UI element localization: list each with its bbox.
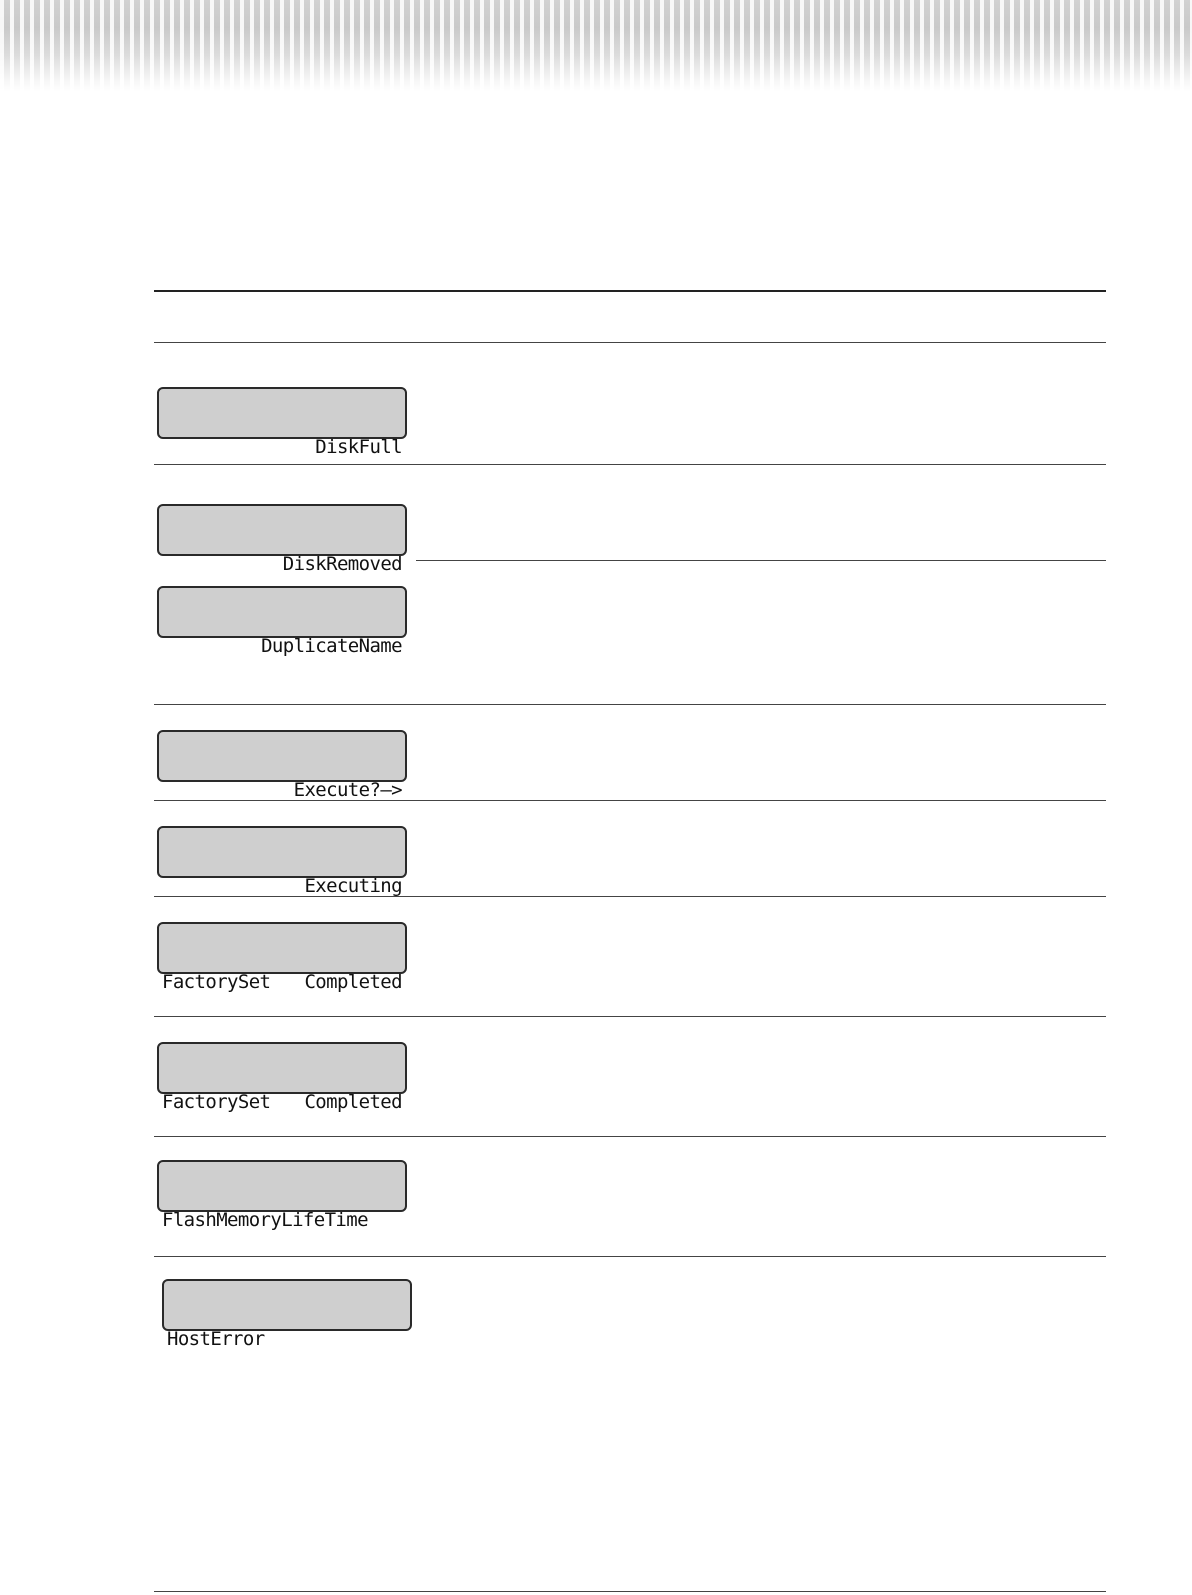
lcd-display-factoryset-excluded — [157, 922, 407, 993]
lcd-line-1: DuplicateName — [261, 635, 402, 657]
lcd-display-flash-memory-lifetime — [157, 1160, 407, 1231]
lcd-line-1-right: Completed — [304, 1091, 402, 1113]
table-bottom-rule — [154, 1591, 1106, 1592]
lcd-line-1: Executing — [304, 875, 402, 897]
lcd-line-1: DiskFull — [315, 436, 402, 458]
lcd-line-1: DiskRemoved — [282, 553, 402, 575]
lcd-display-factoryset-included — [157, 1042, 407, 1113]
lcd-line-1: Execute?—> — [293, 779, 402, 801]
lcd-line-1 — [162, 971, 402, 994]
lcd-display-disk-removed — [157, 504, 407, 575]
page-header-band — [0, 0, 1192, 92]
table-header-rule — [154, 342, 1106, 343]
lcd-line-1 — [162, 1091, 402, 1114]
lcd-display-host-error — [162, 1279, 412, 1350]
lcd-display-execute — [157, 730, 407, 801]
lcd-line-1-left: FactorySet — [162, 971, 271, 993]
lcd-line-2 — [162, 704, 402, 727]
table-top-rule — [154, 290, 1106, 292]
lcd-line-1: HostError — [167, 1328, 265, 1350]
lcd-display-disk-full — [157, 387, 407, 458]
row-divider — [416, 560, 1106, 561]
lcd-line-2 — [167, 1397, 407, 1420]
lcd-display-executing — [157, 826, 407, 897]
lcd-line-1-right: Completed — [304, 971, 402, 993]
lcd-line-1: FlashMemoryLifeTime — [162, 1209, 368, 1231]
lcd-line-1-left: FactorySet — [162, 1091, 271, 1113]
lcd-display-duplicate-name — [157, 586, 407, 657]
